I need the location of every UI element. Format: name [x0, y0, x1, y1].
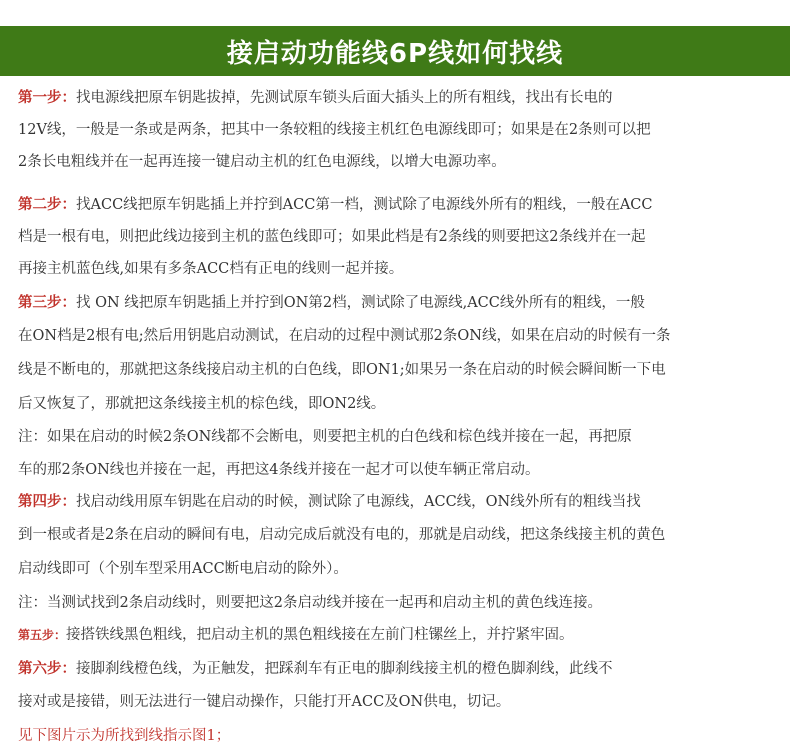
step-1-line: [18, 88, 613, 108]
paragraph-text: 到一根或者是2条在启动的瞬间有电，启动完成后就没有电的，那就是启动线，把这条线接主机的黄色: [18, 527, 666, 543]
page-title: 接启动功能线6P线如何找线: [226, 38, 564, 69]
step-4-line-2: [18, 525, 665, 545]
step-3-line-2: [18, 326, 670, 346]
step-2-line-2: [18, 227, 645, 247]
step-3-line-3: [18, 360, 666, 380]
note-text: 注：当测试找到2条启动线时，则要把这2条启动线并接在一起再和启动主机的黄色线连接。: [18, 595, 602, 611]
paragraph-text: 2条长电粗线并在一起再连接一键启动主机的红色电源线，以增大电源功率。: [18, 154, 506, 170]
paragraph-text: 启动线即可（个别车型采用ACC断电启动的除外）。: [18, 561, 348, 577]
step-4-text: 找启动线用原车钥匙在启动的时候，测试除了电源线，ACC线，ON线外所有的粗线当找: [76, 494, 641, 510]
note-1-line: [18, 427, 632, 447]
step-2-line: [18, 195, 652, 215]
step-6-text: 接脚刹线橙色线，为正触发，把踩刹车有正电的脚刹线接主机的橙色脚刹线，此线不: [76, 661, 613, 677]
step-6-label: 第六步：: [18, 660, 76, 677]
paragraph-text: 在ON档是2根有电;然后用钥匙启动测试，在启动的过程中测试那2条ON线，如果在启动的时候有一条: [18, 328, 671, 344]
note-text: 注：如果在启动的时候2条ON线都不会断电，则要把主机的白色线和棕色线并接在一起，再把原: [18, 429, 632, 445]
step-6-line-2: [18, 692, 510, 712]
step-2-text: 找ACC线把原车钥匙插上并拧到ACC第一档，测试除了电源线外所有的粗线，一般在ACC: [76, 197, 653, 213]
note-text: 车的那2条ON线也并接在一起，再把这4条线并接在一起才可以使车辆正常启动。: [18, 462, 540, 478]
step-3-line: [18, 293, 645, 313]
title-banner: [0, 26, 790, 76]
step-2-label: 第二步：: [18, 196, 76, 213]
figure-reference: [18, 726, 230, 746]
paragraph-text: 再接主机蓝色线,如果有多条ACC档有正电的线则一起并接。: [18, 261, 404, 277]
step-5-text: 接搭铁线黑色粗线，把启动主机的黑色粗线接在左前门柱镙丝上，并拧紧牢固。: [66, 627, 574, 643]
step-5-line: [18, 625, 574, 645]
paragraph-text: 档是一根有电，则把此线边接到主机的蓝色线即可；如果此档是有2条线的则要把这2条线并在一起: [18, 229, 646, 245]
step-4-line: [18, 492, 641, 512]
step-1-text: 找电源线把原车钥匙拔掉，先测试原车锁头后面大插头上的所有粗线，找出有长电的: [76, 90, 613, 106]
paragraph-text: 线是不断电的，那就把这条线接启动主机的白色线，即ON1;如果另一条在启动的时候会瞬间断一下电: [18, 362, 666, 378]
step-1-label: 第一步：: [18, 89, 76, 106]
paragraph-text: 12V线，一般是一条或是两条，把其中一条较粗的线接主机红色电源线即可；如果是在2条则可以把: [18, 122, 651, 138]
step-4-line-3: [18, 559, 348, 579]
note-2-line: [18, 593, 602, 613]
note-1-line-2: [18, 460, 540, 480]
figure-reference-text: 见下图片示为所找到线指示图1；: [18, 728, 231, 744]
step-4-label: 第四步：: [18, 493, 76, 510]
paragraph-text: 接对或是接错，则无法进行一键启动操作，只能打开ACC及ON供电，切记。: [18, 694, 511, 710]
step-1-line-3: [18, 152, 506, 172]
step-6-line: [18, 659, 613, 679]
step-1-line-2: [18, 120, 651, 140]
step-3-line-4: [18, 394, 385, 414]
step-5-label: 第五步：: [18, 628, 67, 642]
paragraph-text: 后又恢复了，那就把这条线接主机的棕色线，即ON2线。: [18, 396, 386, 412]
step-2-line-3: [18, 259, 403, 279]
step-3-label: 第三步：: [18, 294, 76, 311]
step-3-text: 找 ON 线把原车钥匙插上并拧到ON第2档，测试除了电源线,ACC线外所有的粗线，一般: [76, 295, 645, 311]
